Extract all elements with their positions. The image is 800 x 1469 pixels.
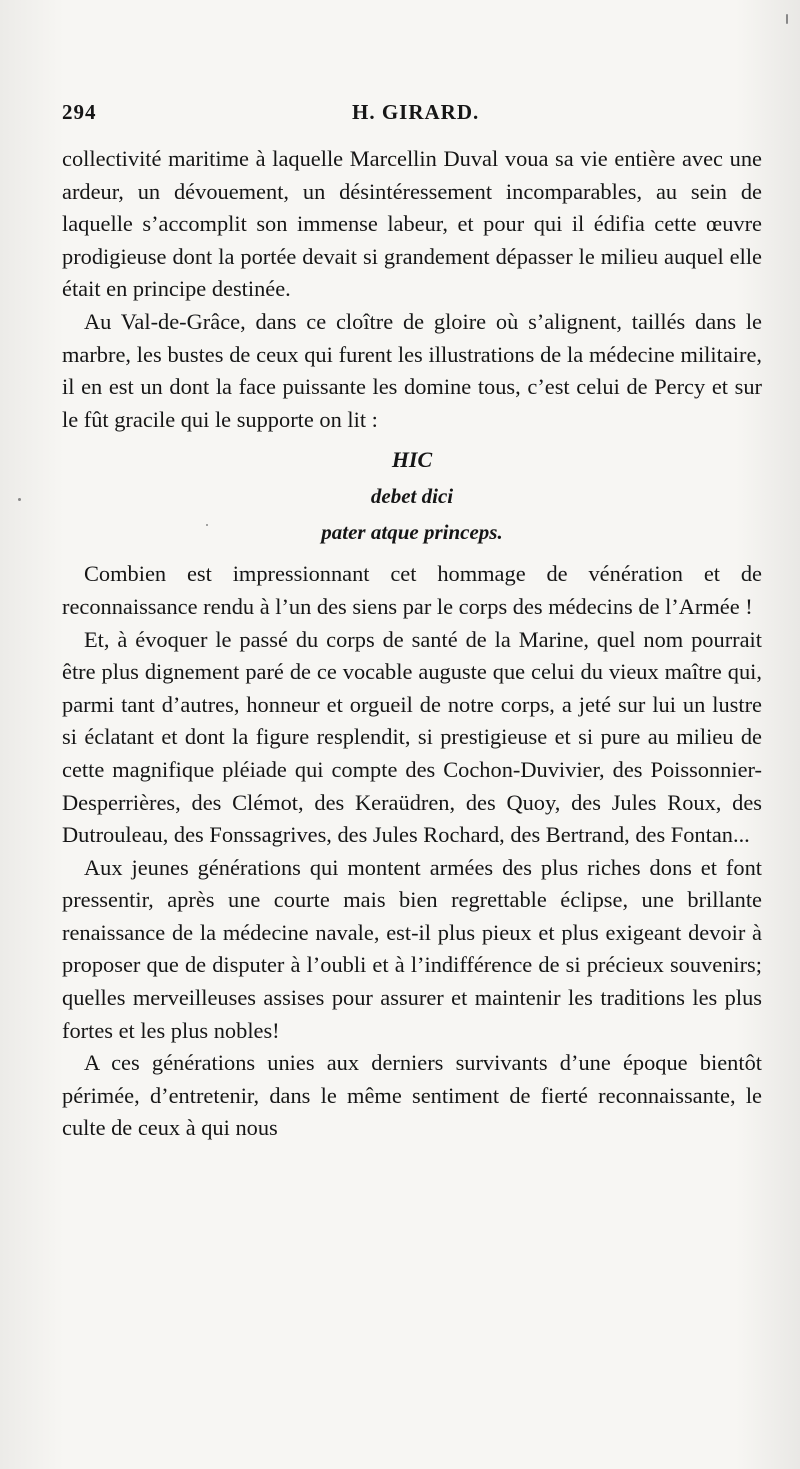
scan-speck [786,14,788,24]
inscription-line: HIC [391,447,433,473]
paragraph: Au Val-de-Grâce, dans ce cloître de gloire où s’alignent, taillés dans le marbre, les bustes de ceux qui furent les illustrations de la médecine militaire, il en est un dont la face puissante les domine tous, c’est celui de Percy et sur le fût gracile qui le supporte on lit : [62,308,762,432]
body-text [62,143,762,1145]
paragraph: A ces générations unies aux derniers survivants d’une époque bientôt périmée, d’entretenir, dans le même sentiment de fierté reconnaissante, le culte de ceux à qui nous [62,1050,762,1141]
paragraph: Aux jeunes générations qui montent armées des plus riches dons et font pressentir, après une courte mais bien regrettable éclipse, une brillante renaissance de la médecine navale, est-il plus pieux et plus exigeant devoir à proposer que de disputer à l’oubli et à l’indifférence de si précieux souvenirs; quelles merveilleuses assises pour assurer et maintenir les traditions les plus fortes et les plus nobles! [62,854,762,1043]
page-number: 294 [62,100,97,124]
inscription-line: pater atque princeps. [321,520,503,545]
inscription [62,442,762,550]
paragraph: Et, à évoquer le passé du corps de santé de la Marine, quel nom pourrait être plus dignement paré de ce vocable auguste que celui du vieux maître qui, parmi tant d’autres, honneur et orgueil de notre corps, a jeté sur lui un lustre si éclatant et dont la figure resplendit, si prestigieuse et si pure au milieu de cette magnifique pléiade qui compte des Cochon-Duvivier, des Poissonnier-Desperrières, des Clémot, des Keraüdren, des Quoy, des Jules Roux, des Dutrouleau, des Fonssagrives, des Jules Rochard, des Bertrand, des Fontan... [62,626,762,848]
scan-speck [206,524,208,526]
running-head: H. GIRARD. [352,100,480,124]
paragraph: collectivité maritime à laquelle Marcellin Duval voua sa vie entière avec une ardeur, un dévouement, un désintéressement incomparables, au sein de laquelle s’accomplit son immense labeur, et pour qui il édifia cette œuvre prodigieuse dont la portée devait si grandement dépasser le milieu auquel elle était en principe destinée. [62,146,762,302]
scan-speck [18,498,21,501]
page-header [62,100,762,134]
inscription-line: debet dici [370,484,454,509]
paragraph: Combien est impressionnant cet hommage de vénération et de reconnaissance rendu à l’un des siens par le corps des médecins de l’Armée ! [62,561,762,619]
